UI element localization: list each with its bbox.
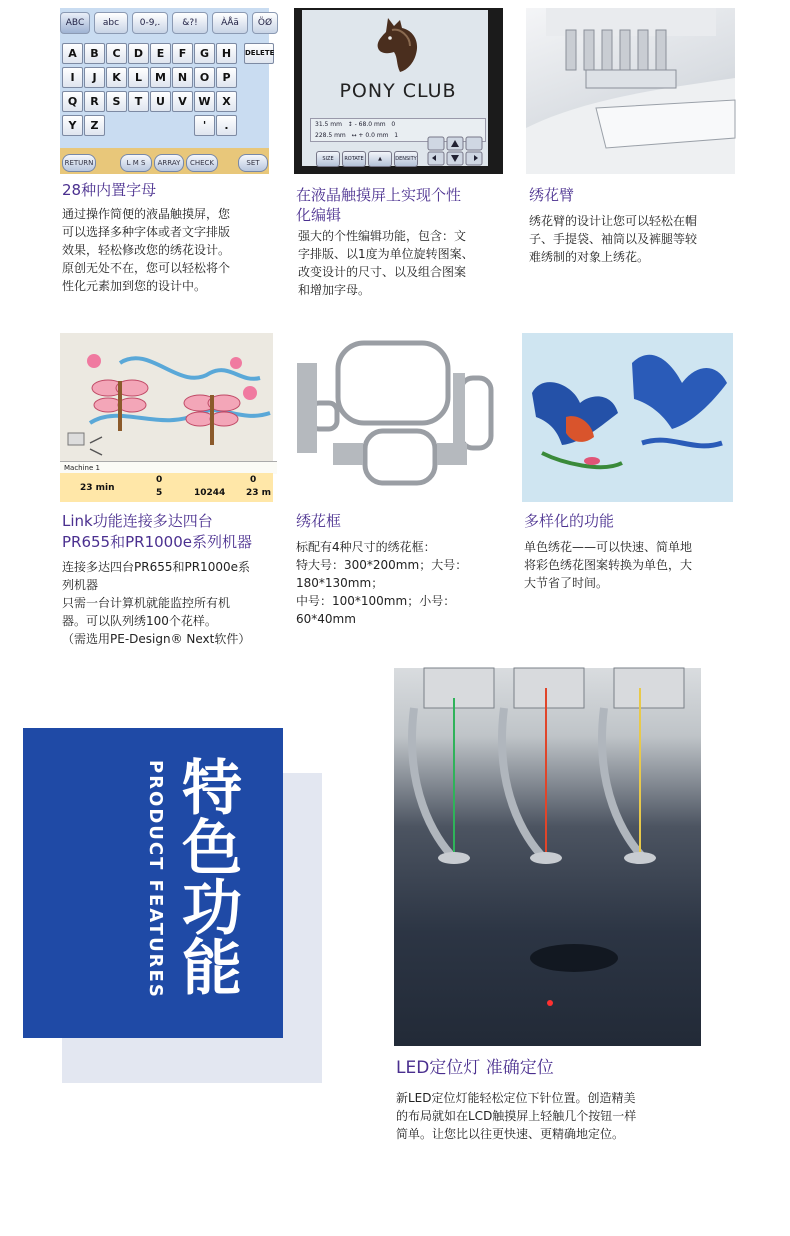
key-p: P [216, 67, 237, 88]
key-x: X [216, 91, 237, 112]
s4-title-line1: Link功能连接多达四台 [62, 512, 213, 530]
s7-title: LED定位灯 准确定位 [396, 1058, 554, 1078]
key-period: . [216, 115, 237, 136]
pony-club-logo: PONY CLUB [339, 80, 457, 102]
key-i: I [62, 67, 83, 88]
key-r: R [84, 91, 105, 112]
machine-name: Machine 1 [64, 464, 100, 472]
tab-abc-lower: abc [94, 12, 128, 34]
key-y: Y [62, 115, 83, 136]
tab-symbols: &?! [172, 12, 208, 34]
horse-head-icon [370, 14, 426, 76]
key-k: K [106, 67, 127, 88]
key-c: C [106, 43, 127, 64]
keyboard-screen-image [60, 8, 275, 174]
bird-embroidery-photo [522, 333, 733, 502]
s6-body: 单色绣花——可以快速、简单地 将彩色绣花图案转换为单色，大 大节省了时间。 [524, 540, 693, 590]
key-h: H [216, 43, 237, 64]
banner-english-text: PRODUCT FEATURES [145, 760, 166, 999]
s2-title-line1: 在液晶触摸屏上实现个性 [296, 186, 462, 204]
dragonfly-design-illustration [60, 333, 273, 461]
key-d: D [128, 43, 149, 64]
key-q: Q [62, 91, 83, 112]
key-t: T [128, 91, 149, 112]
lms-key: L M S [120, 154, 152, 172]
s5-title: 绣花框 [296, 512, 342, 530]
arrow-keypad-icon [426, 136, 486, 166]
key-apostrophe: ' [194, 115, 215, 136]
s4-body: 连接多达四台PR655和PR1000e系 列机器 只需一台计算机就能监控所有机 器。可以队列绣100个花样。 （需选用PE-Design® Next软件） [62, 560, 251, 646]
key-f: F [172, 43, 193, 64]
embroidery-arm-photo [526, 8, 735, 174]
product-features-banner [23, 728, 283, 1038]
keyboard-bottom-bar [60, 148, 269, 174]
density-button: DENSITY [394, 151, 418, 167]
hoop-frames-illustration [293, 333, 503, 502]
needle-heads-illustration [394, 668, 701, 1046]
s3-body: 绣花臂的设计让您可以轻松在帽 子、手提袋、袖筒以及裤腿等较 难绣制的对象上绣花。 [529, 214, 698, 264]
tab-abc-upper: ABC [60, 12, 90, 34]
triangle-icon: ▲ [378, 156, 382, 162]
shape-button [368, 151, 392, 167]
key-m: M [150, 67, 171, 88]
rotate-button: ROTATE [342, 151, 366, 167]
key-a: A [62, 43, 83, 64]
tab-accents-2: ÖØ [252, 12, 278, 34]
return-key: RETURN [62, 154, 96, 172]
led-needle-photo [394, 668, 701, 1046]
delete-key: DELETE [244, 43, 274, 64]
count-right: 0 [250, 475, 257, 485]
s2-title-line2: 化编辑 [296, 206, 342, 224]
s5-body: 标配有4种尺寸的绣花框： 特大号：300*200mm；大号： 180*130mm； 中号：100*100mm；小号： 60*40mm [296, 540, 468, 626]
count-top: 0 [156, 475, 163, 485]
progress-status-bar [60, 473, 273, 502]
s4-title-line2: PR655和PR1000e系列机器 [62, 533, 252, 551]
key-j: J [84, 67, 105, 88]
s1-body: 通过操作简便的液晶触摸屏，您 可以选择多种字体或者文字排版 效果，轻松修改您的绣花设计。 原创无处不在，您可以轻松将个 性化元素加到您的设计中。 [62, 207, 231, 293]
key-n: N [172, 67, 193, 88]
key-v: V [172, 91, 193, 112]
time-remaining: 23 min [80, 483, 115, 493]
key-w: W [194, 91, 215, 112]
embroidery-hoops-photo [293, 333, 503, 502]
key-s: S [106, 91, 127, 112]
banner-chinese-text: 特色功能 [172, 756, 242, 996]
s1-title: 28种内置字母 [62, 181, 157, 199]
s6-title: 多样化的功能 [524, 512, 615, 530]
link-monitor-screen-image [60, 333, 273, 502]
key-z: Z [84, 115, 105, 136]
tab-digits: 0-9,. [132, 12, 168, 34]
key-b: B [84, 43, 105, 64]
array-key: ARRAY [154, 154, 184, 172]
keyboard-tab-row [60, 12, 273, 34]
birds-illustration [522, 333, 733, 502]
key-l: L [128, 67, 149, 88]
s7-body: 新LED定位灯能轻松定位下针位置。创造精美 的布局就如在LCD触摸屏上轻触几个按钮一样 简单。让您比以往更快速、更精确地定位。 [396, 1091, 637, 1141]
stitch-count: 10244 [194, 488, 226, 498]
set-key: SET [238, 154, 268, 172]
info-line-1: 31.5 mm ↕ - 68.0 mm 0 [315, 121, 396, 128]
time-right: 23 m [246, 488, 272, 498]
size-button: SIZE [316, 151, 340, 167]
info-line-2: 228.5 mm ↔ + 0.0 mm 1 [315, 132, 399, 139]
tab-accents: ÀÅä [212, 12, 248, 34]
s2-body: 强大的个性编辑功能，包含：文 字排版、以1度为单位旋转图案、 改变设计的尺寸、以及组合图案 和增加字母。 [298, 229, 474, 297]
key-u: U [150, 91, 171, 112]
pony-club-screen-image [294, 8, 503, 174]
check-key: CHECK [186, 154, 218, 172]
key-g: G [194, 43, 215, 64]
s3-title: 绣花臂 [529, 186, 575, 204]
count-bottom: 5 [156, 488, 163, 498]
machine-arm-illustration [526, 8, 735, 174]
key-o: O [194, 67, 215, 88]
key-e: E [150, 43, 171, 64]
lcd-screen [302, 10, 488, 166]
